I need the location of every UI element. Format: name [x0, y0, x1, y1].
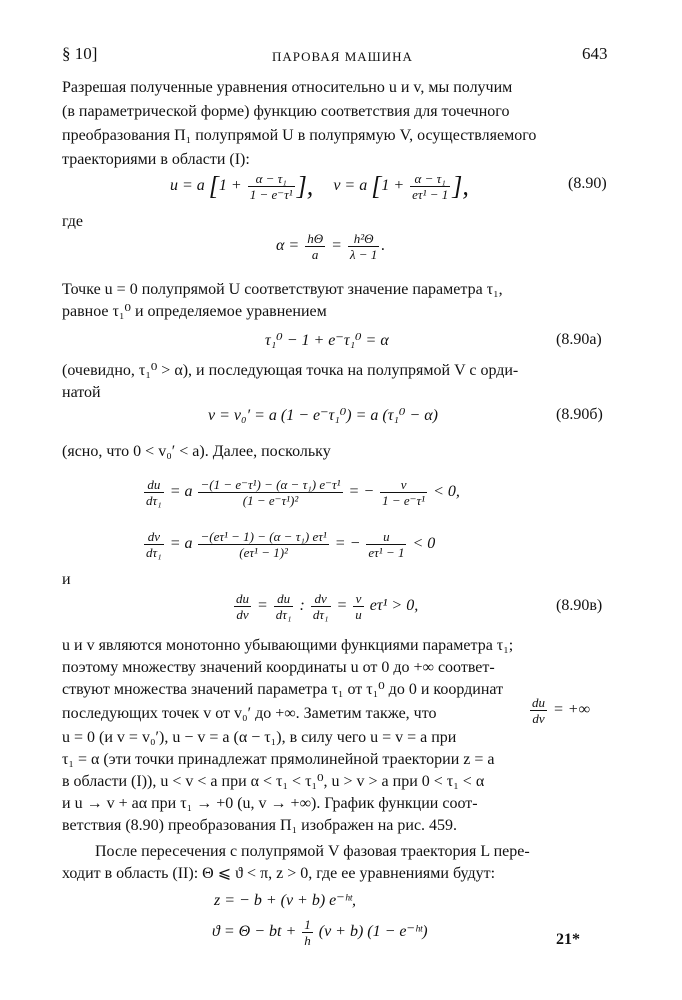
text-line: траекториями в области (I): — [62, 151, 250, 168]
page-number: 643 — [582, 44, 608, 63]
section-mark: § 10] — [62, 44, 98, 63]
numerator: 1 — [304, 916, 311, 932]
text-line: и u → v + aα при τ₁ → +0 (u, v → +∞). График функции соот- — [62, 795, 478, 812]
signature-mark: 21* — [556, 931, 580, 948]
denominator: 1 − e⁻τ¹ — [382, 492, 426, 508]
text-line: Разрешая полученные уравнения относительно u и v, мы получим — [62, 79, 513, 96]
equals-a: = a — [169, 483, 193, 500]
fraction — [144, 529, 164, 560]
period: . — [381, 237, 386, 254]
equation-8-90 — [170, 168, 469, 204]
equals: = — [331, 237, 342, 254]
denominator: 1 − e⁻τ¹ — [249, 186, 293, 202]
numerator: v — [380, 477, 427, 493]
numerator: v — [353, 591, 364, 607]
text-line: После пересечения с полупрямой V фазовая траектория L пере- — [95, 843, 530, 860]
numerator: u — [366, 529, 406, 545]
text-line: последующих точек v от v₀′ до +∞. Заметим также, что — [62, 705, 437, 722]
text-line: ходит в область (II): Θ ⩽ ϑ < π, z > 0, где ее уравнениями будут: — [62, 865, 496, 882]
fraction — [302, 917, 313, 948]
running-title: ПАРОВАЯ МАШИНА — [272, 49, 413, 64]
inline-derivative — [528, 690, 590, 730]
denominator: eτ¹ − 1 — [368, 544, 405, 560]
equation-number: (8.90б) — [556, 406, 603, 423]
numerator: du — [532, 694, 545, 710]
fraction — [353, 591, 364, 622]
denominator: (eτ¹ − 1)² — [239, 544, 288, 560]
eq-v-lhs: v = a — [333, 177, 368, 194]
eq-u-fraction — [248, 171, 295, 202]
alpha-definition — [276, 228, 385, 264]
exp-tail: eτ¹ > 0, — [369, 597, 419, 614]
derivative-du — [142, 470, 460, 514]
text-line: поэтому множеству значений координаты u от 0 до +∞ соответ- — [62, 659, 495, 676]
colon: : — [299, 597, 305, 614]
eq-v-one: 1 + — [381, 177, 405, 194]
bracket-right: ], — [296, 171, 314, 201]
text-line: (в параметрической форме) функцию соответствия для точечного — [62, 103, 510, 120]
denominator: a — [311, 246, 319, 262]
text-line: равное τ₁⁰ и определяемое уравнением — [62, 303, 327, 320]
eq-u-lhs: u = a — [170, 177, 205, 194]
denominator: h — [304, 932, 311, 948]
bracket-left: [ — [208, 171, 219, 201]
bracket-left: [ — [371, 171, 382, 201]
text-line: ствуют множества значений параметра τ₁ от τ₁⁰ до 0 и координат — [62, 681, 504, 698]
text-line: (очевидно, τ₁⁰ > α), и последующая точка на полупрямой V с орди- — [62, 362, 519, 379]
text-line: u и v являются монотонно убывающими функциями параметра τ₁; — [62, 637, 514, 654]
text-line: τ₁ = α (эти точки принадлежат прямолинейной траектории z = a — [62, 751, 495, 768]
fraction — [198, 529, 328, 560]
equals: = — [336, 597, 348, 614]
text-line: натой — [62, 384, 101, 401]
equation-number: (8.90в) — [556, 597, 603, 614]
alpha-lhs: α = — [276, 237, 300, 254]
theta-lhs: ϑ = Θ − bt + — [212, 923, 297, 940]
equals-infinity: = +∞ — [553, 701, 590, 718]
denominator: dv — [532, 710, 545, 726]
equation-number: (8.90) — [568, 175, 607, 192]
numerator: du — [236, 590, 249, 606]
numerator: α − τ₁ — [248, 171, 295, 187]
inequality-tail: < 0, — [433, 483, 460, 500]
fraction — [348, 231, 379, 262]
fraction — [234, 591, 251, 622]
denominator: dτ₁ — [275, 606, 292, 622]
fraction — [144, 477, 164, 508]
text-where: где — [62, 213, 84, 230]
equals: = — [257, 597, 268, 614]
text-line: Точке u = 0 полупрямой U соответствуют значение параметра τ₁, — [62, 281, 503, 298]
numerator: du — [274, 591, 294, 607]
denominator: λ − 1 — [349, 246, 378, 262]
numerator: dv — [311, 591, 331, 607]
numerator: α − τ₁ — [410, 171, 450, 187]
fraction — [274, 591, 294, 622]
fraction — [311, 591, 331, 622]
equation-8-90a: τ₁⁰ − 1 + e⁻τ₁⁰ = α — [265, 332, 389, 349]
eq-u-one: 1 + — [218, 177, 242, 194]
denominator: u — [355, 606, 362, 622]
fraction — [530, 695, 547, 726]
equation-number: (8.90a) — [556, 331, 602, 348]
eq-v-fraction — [410, 171, 450, 202]
text-line: преобразования Π₁ полупрямой U в полупрямую V, осуществляемого — [62, 127, 537, 144]
text-line: в области (I)), u < v < a при α < τ₁ < τ₁⁰, u > v > a при 0 < τ₁ < α — [62, 773, 485, 790]
numerator: dv — [144, 529, 164, 545]
bracket-right: ], — [452, 171, 469, 201]
text-line: ветствия (8.90) преобразования Π₁ изображен на рис. 459. — [62, 817, 458, 834]
equals-minus: = − — [348, 483, 375, 500]
numerator: hΘ — [307, 230, 324, 246]
fraction — [198, 477, 342, 508]
numerator: −(1 − e⁻τ¹) − (α − τ₁) e⁻τ¹ — [200, 476, 341, 492]
fraction — [305, 231, 325, 262]
fraction — [380, 477, 427, 508]
equation-8-90v — [232, 586, 418, 626]
denominator: dτ₁ — [146, 492, 162, 508]
denominator: (1 − e⁻τ¹)² — [242, 492, 299, 508]
numerator: −(eτ¹ − 1) − (α − τ₁) eτ¹ — [200, 528, 327, 544]
text-and: и — [62, 571, 71, 588]
text-line: u = 0 (и v = v₀′), u − v = a (α − τ₁), в силу чего u = v = a при — [62, 729, 457, 746]
equation-8-90b: v = v₀′ = a (1 − e⁻τ₁⁰) = a (τ₁⁰ − α) — [208, 407, 438, 424]
numerator: du — [144, 477, 164, 493]
text-line: (ясно, что 0 < v₀′ < a). Далее, поскольку — [62, 443, 331, 460]
equals-a: = a — [169, 535, 193, 552]
derivative-dv — [142, 522, 435, 566]
theta-rhs: (v + b) (1 − e⁻ʰᵗ) — [318, 923, 428, 940]
denominator: eτ¹ − 1 — [412, 186, 449, 202]
denominator: dτ₁ — [146, 544, 162, 560]
denominator: dτ₁ — [312, 606, 329, 622]
denominator: dv — [236, 606, 249, 622]
inequality-tail: < 0 — [412, 535, 436, 552]
fraction — [366, 529, 406, 560]
equation-z: z = − b + (v + b) e⁻ʰᵗ, — [214, 892, 356, 909]
equation-theta — [212, 912, 428, 952]
numerator: h²Θ — [348, 231, 379, 247]
equals-minus: = − — [334, 535, 361, 552]
